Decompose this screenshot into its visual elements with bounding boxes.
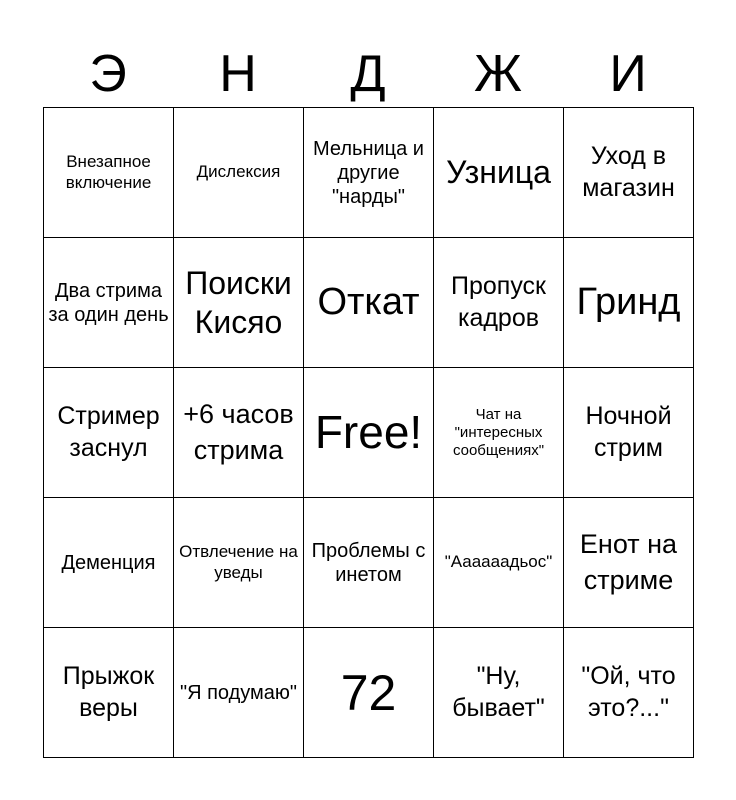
bingo-cell[interactable]: Пропуск кадров bbox=[434, 238, 564, 368]
bingo-cell[interactable]: "Ну, бывает" bbox=[434, 628, 564, 758]
bingo-cell[interactable]: "Аааааадьос" bbox=[434, 498, 564, 628]
bingo-cell[interactable]: "Я подумаю" bbox=[174, 628, 304, 758]
bingo-cell[interactable]: Стример заснул bbox=[44, 368, 174, 498]
bingo-cell[interactable]: Прыжок веры bbox=[44, 628, 174, 758]
bingo-header bbox=[43, 40, 693, 108]
bingo-cell[interactable]: Отвлечение на уведы bbox=[174, 498, 304, 628]
bingo-cell[interactable]: 72 bbox=[304, 628, 434, 758]
bingo-cell[interactable]: Узница bbox=[434, 108, 564, 238]
bingo-cell[interactable]: Ночной стрим bbox=[564, 368, 694, 498]
bingo-cell[interactable]: Поиски Кисяо bbox=[174, 238, 304, 368]
header-letter: Д bbox=[350, 45, 386, 103]
header-letter: И bbox=[609, 45, 647, 103]
bingo-cell[interactable]: +6 часов стрима bbox=[174, 368, 304, 498]
bingo-cell[interactable]: Енот на стриме bbox=[564, 498, 694, 628]
bingo-cell[interactable]: Два стрима за один день bbox=[44, 238, 174, 368]
bingo-cell[interactable]: Дислексия bbox=[174, 108, 304, 238]
free-space[interactable]: Free! bbox=[304, 368, 434, 498]
bingo-cell[interactable]: Откат bbox=[304, 238, 434, 368]
bingo-board bbox=[43, 107, 694, 758]
bingo-cell[interactable]: "Ой, что это?..." bbox=[564, 628, 694, 758]
header-letter: Н bbox=[219, 45, 257, 103]
bingo-cell[interactable]: Проблемы с инетом bbox=[304, 498, 434, 628]
bingo-cell[interactable]: Гринд bbox=[564, 238, 694, 368]
header-letter: Ж bbox=[473, 45, 522, 103]
bingo-cell[interactable]: Внезапное включение bbox=[44, 108, 174, 238]
bingo-cell[interactable]: Чат на "интересных сообщениях" bbox=[434, 368, 564, 498]
bingo-cell[interactable]: Мельница и другие "нарды" bbox=[304, 108, 434, 238]
header-letter: Э bbox=[89, 45, 127, 103]
bingo-cell[interactable]: Деменция bbox=[44, 498, 174, 628]
bingo-cell[interactable]: Уход в магазин bbox=[564, 108, 694, 238]
